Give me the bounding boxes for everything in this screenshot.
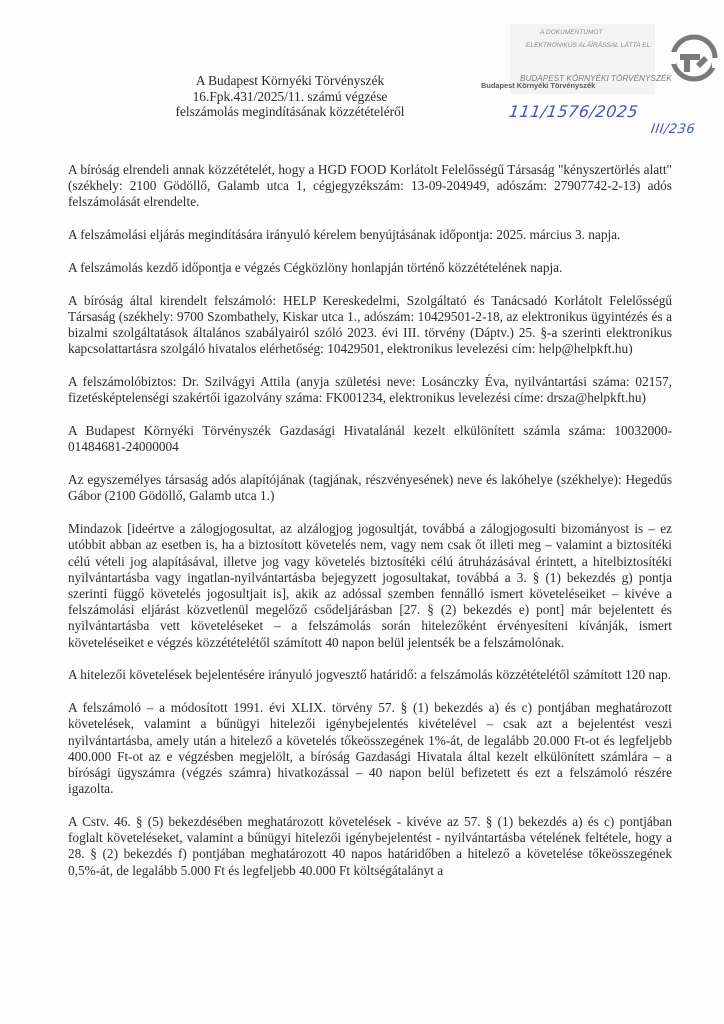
- stamp-court-italic: BUDAPEST KÖRNYÉKI TÖRVÉNYSZÉK: [520, 74, 672, 83]
- heading-subject: felszámolás megindításának közzétételéről: [175, 104, 405, 119]
- heading-case-number: 16.Fpk.431/2025/11. számú végzése: [192, 88, 388, 104]
- paragraph-liquidator-commissioner: A felszámolóbiztos: Dr. Szilvágyi Attila (anyja születési neve: Losánczky Éva, nyilvántartási száma: 02157, fizetésképtelenségi szakértői igazolvány száma: FK001234, elektronikus levelezési címe: drsza@helpkft.hu): [68, 374, 672, 406]
- handwritten-reference: 111/1576/2025: [507, 102, 640, 121]
- stamp-line-2: ELEKTRONIKUS ALÁÍRÁSSAL LÁTTA EL:: [526, 42, 653, 49]
- heading-court: A Budapest Környéki Törvényszék: [195, 73, 385, 88]
- paragraph-founder: Az egyszemélyes társaság adós alapítójának (tagjának, részvényesének) neve és lakóhelye (székhelye): Hegedűs Gábor (2100 Gödöllő, Galamb utca 1.): [68, 472, 672, 504]
- court-emblem-icon: [670, 34, 718, 82]
- paragraph-registration-fee: A felszámoló – a módosított 1991. évi XLIX. törvény 57. § (1) bekezdés a) és c) pontjában meghatározott követelések, valamint a bűnügyi hitelezői igénybejelentés kivételével – csak azt a bejelentést veszi nyilvántartásba, amely után a hitelező a követelés tőkeösszegének 1%-át, de legalább 20.000 Ft-ot és legfeljebb 400.000 Ft-ot az e végzésben megjelölt, a bíróság Gazdasági Hivatala által kezelt elkülönített számlára – a bírósági ügyszámra (végzés számra) hivatkozással – 40 napon belül befizetett és ezt a felszámoló részére igazolta.: [68, 700, 672, 797]
- document-heading: [140, 73, 440, 120]
- stamp-court-name: Budapest Környéki Törvényszék: [481, 81, 596, 90]
- handwritten-subreference: III/236: [649, 122, 697, 137]
- paragraph-request-date: A felszámolási eljárás megindítására irányuló kérelem benyújtásának időpontja: 2025. március 3. napja.: [68, 227, 621, 243]
- paragraph-liquidator: A bíróság által kirendelt felszámoló: HELP Kereskedelmi, Szolgáltató és Tanácsadó Korlátolt Felelősségű Társaság (székhely: 9700 Szombathely, Kiskar utca 1., adószám: 10429501-2-18, az elektronikus ügyintézés és a bizalmi szolgáltatások általános szabályairól szóló 2023. évi III. törvény (Dáptv.) 25. §-a szerinti elektronikus kapcsolattartásra szolgáló hivatalos elérhetőség: 10429501, elektronikus levelezési cím: help@helpkft.hu): [68, 292, 672, 357]
- paragraph-start-date: A felszámolás kezdő időpontja e végzés Cégközlöny honlapján történő közzétételének napja.: [68, 260, 563, 275]
- document-body: [68, 162, 672, 879]
- paragraph-creditors-claims: Mindazok [ideértve a zálogjogosultat, az alzálogjog jogosultját, továbbá a zálogjogosulti bizományost is – ez utóbbit abban az esetben is, ha a biztosított követelés nem, vagy nem csak őt illeti meg – valamint a biztosítéki célú vételi jog alapításával, illetve jog vagy követelés biztosítéki célú átruházásával érintett, a hitelbiztosítéki nyilvántartásba vagy ingatlan-nyilvántartásba bejegyzett jogosultakat, továbbá a 3. § (1) bekezdés g) pontja szerinti függő követelés jogosultjait is], akik az adóssal szemben fennálló ismert követeléseiket – kivéve a felszámolási eljárást közvetlenül megelőző csődeljárásban [27. § (2) bekezdés e) pont] már bejelentett és nyilvántartásba vett követeléseket – a felszámolás során hitelezőként érvényesíteni kívánják, ismert követeléseiket e végzés közzétételétől számított 40 napon belül jelentsék be a felszámolónak.: [68, 521, 672, 650]
- stamp-line-1: A DOKUMENTUMOT: [540, 29, 603, 36]
- paragraph-bank-account: A Budapest Környéki Törvényszék Gazdasági Hivatalánál kezelt elkülönített számla száma: 10032000-01484681-24000004: [68, 423, 672, 455]
- paragraph-ordering: A bíróság elrendeli annak közzétételét, hogy a HGD FOOD Korlátolt Felelősségű Társaság "kényszertörlés alatt" (székhely: 2100 Gödöllő, Galamb utca 1, cégjegyzékszám: 13-09-204949, adószám: 27907742-2-13) adós felszámolását elrendelte.: [68, 162, 672, 210]
- paragraph-deadline: A hitelezői követelések bejelentésére irányuló jogvesztő határidő: a felszámolás közzétételétől számított 120 nap.: [68, 667, 671, 683]
- paragraph-cstv-claims: A Cstv. 46. § (5) bekezdésében meghatározott követelések - kivéve az 57. § (1) bekezdés a) és c) pontjában foglalt követeléseket, valamint a bűnügyi hitelezői igénybejelentést - nyilvántartásba vételének feltétele, hogy a 28. § (2) bekezdés f) pontjában meghatározott 40 napos határidőben a hitelező a követelése tőkeösszegének 0,5%-át, de legalább 5.000 Ft és legfeljebb 40.000 Ft költségátalányt a: [68, 814, 672, 878]
